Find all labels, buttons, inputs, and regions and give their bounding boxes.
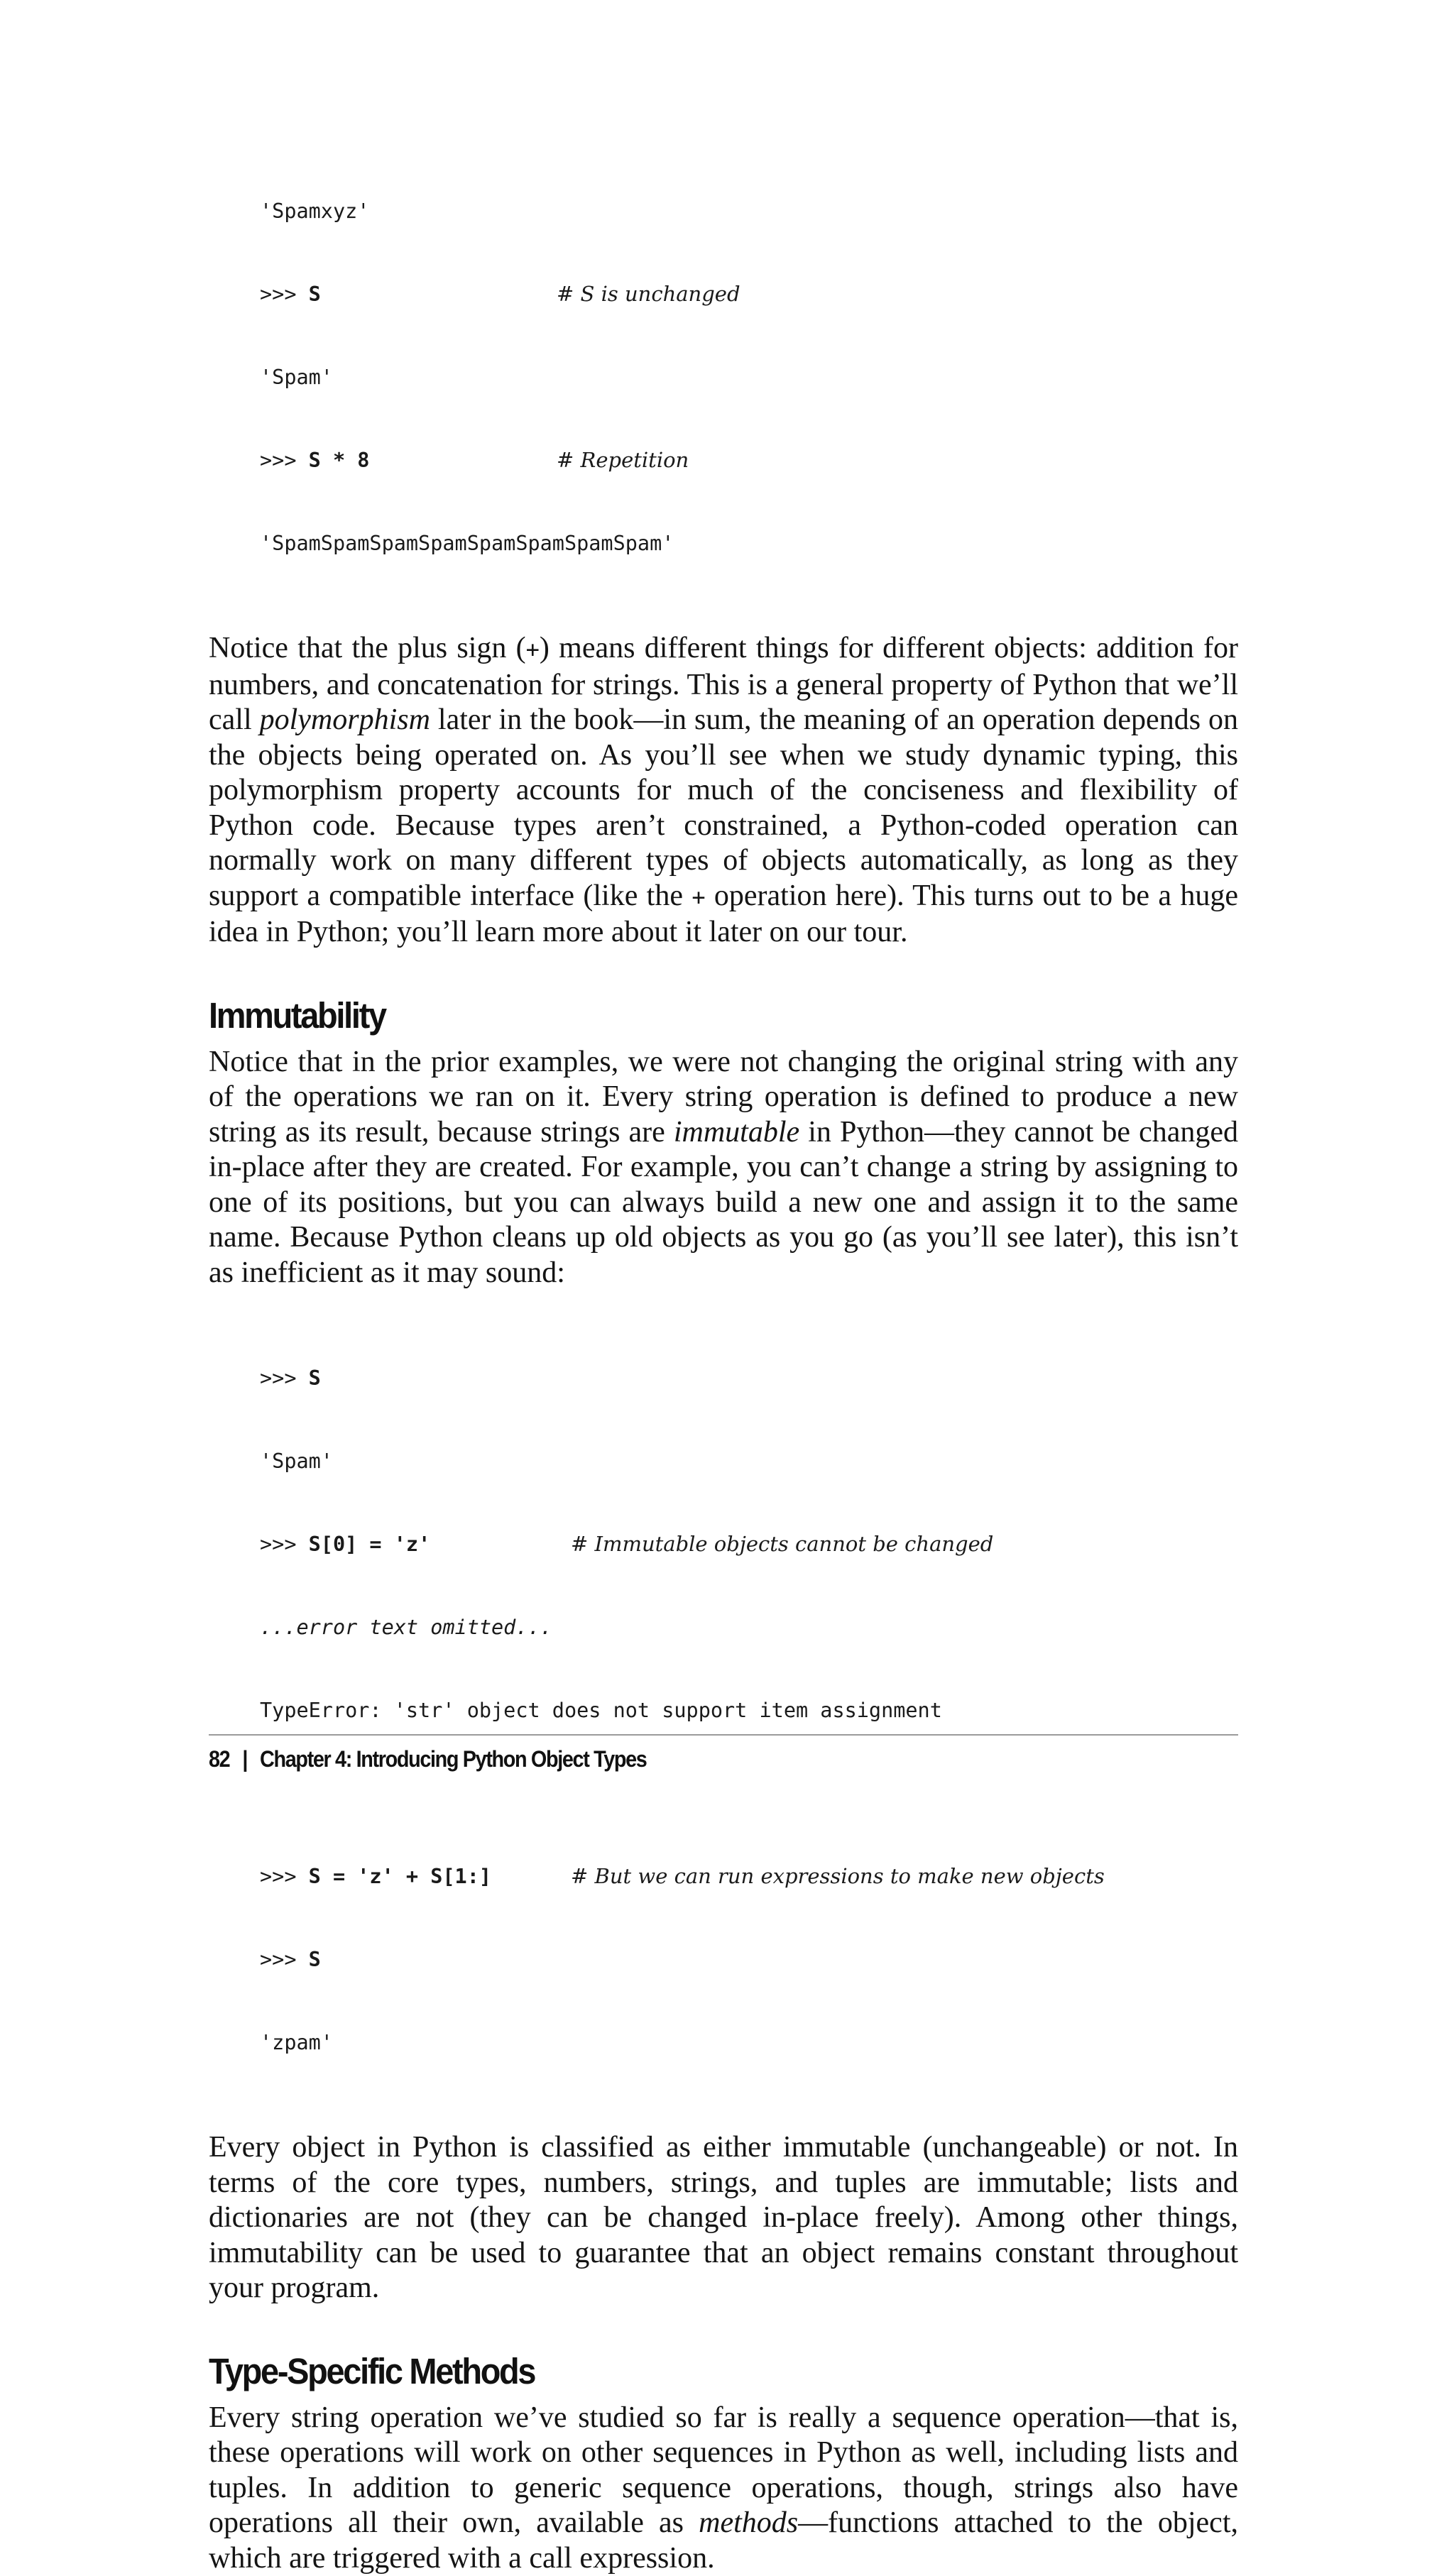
- paragraph-immutable-classification: Every object in Python is classified as either immutable (unchangeable) or not. In terms of the core types, numbers, strings, and tuples are immutable; lists and dictionaries are not (they can be changed in-place freely). Among other things, immutability can be used to guarantee that an object remains constant throughout your program.: [209, 2130, 1238, 2306]
- code-line: >>> S * 8 # Repetition: [260, 446, 1238, 474]
- paragraph-methods: Every string operation we’ve studied so far is really a sequence operation—that is, these operations will work on other sequences in Python as well, including lists and tuples. In addition to generic sequence operations, though, strings also have operations all their own, available as methods—functions attached to the object, which are triggered with a call expression.: [209, 2401, 1238, 2576]
- footer-separator: |: [242, 1746, 247, 1772]
- code-comment: # Repetition: [557, 446, 689, 474]
- code-block-immutable: [260, 1309, 1238, 2112]
- code-line: ...error text omitted...: [260, 1613, 1238, 1641]
- footer-rule: [209, 1734, 1238, 1736]
- section-heading-type-specific-methods: Type-Specific Methods: [209, 2350, 1156, 2392]
- code-line: 'zpam': [260, 2029, 1238, 2056]
- section-heading-immutability: Immutability: [209, 994, 1156, 1036]
- code-line: >>> S: [260, 1364, 1238, 1392]
- code-line: >>> S = 'z' + S[1:] # But we can run expressions to make new objects: [260, 1863, 1238, 1890]
- code-line: 'SpamSpamSpamSpamSpamSpamSpamSpam': [260, 530, 1238, 557]
- code-line: >>> S[0] = 'z' # Immutable objects cannot be changed: [260, 1530, 1238, 1558]
- code-line: 'Spam': [260, 363, 1238, 391]
- code-comment: # But we can run expressions to make new objects: [571, 1863, 1105, 1890]
- code-line: 'Spamxyz': [260, 197, 1238, 225]
- paragraph-immutability: Notice that in the prior examples, we were not changing the original string with any of the operations we ran on it. Every string operation is defined to produce a new string as its result, because strings are immutable in Python—they cannot be changed in-place after they are created. For example, you can’t change a string by assigning to one of its positions, but you can always build a new one and assign it to the same name. Because Python cleans up old objects as you go (as you’ll see later), this isn’t as inefficient as it may sound:: [209, 1045, 1238, 1291]
- code-line: >>> S: [260, 1946, 1238, 1973]
- code-block-repetition: [260, 142, 1238, 613]
- page-content: [209, 142, 1238, 2576]
- page-number: 82: [209, 1746, 229, 1772]
- chapter-title: Chapter 4: Introducing Python Object Types: [260, 1746, 646, 1772]
- code-line: 'Spam': [260, 1447, 1238, 1475]
- paragraph-polymorphism: Notice that the plus sign (+) means different things for different objects: addition for numbers, and concatenation for strings. This is a general property of Python that we’ll call polymorphism later in the book—in sum, the meaning of an operation depends on the objects being operated on. As you’ll see when we study dynamic typing, this polymorphism property accounts for much of the conciseness and flexibility of Python code. Because types aren’t constrained, a Python-coded operation can normally work on many different types of objects automatically, as long as they support a compatible interface (like the + operation here). This turns out to be a huge idea in Python; you’ll learn more about it later on our tour.: [209, 631, 1238, 950]
- code-line: >>> S # S is unchanged: [260, 280, 1238, 308]
- code-comment: # Immutable objects cannot be changed: [571, 1530, 993, 1558]
- code-comment: # S is unchanged: [557, 280, 740, 308]
- code-line: TypeError: 'str' object does not support item assignment: [260, 1697, 1238, 1724]
- page-footer: [209, 1746, 646, 1772]
